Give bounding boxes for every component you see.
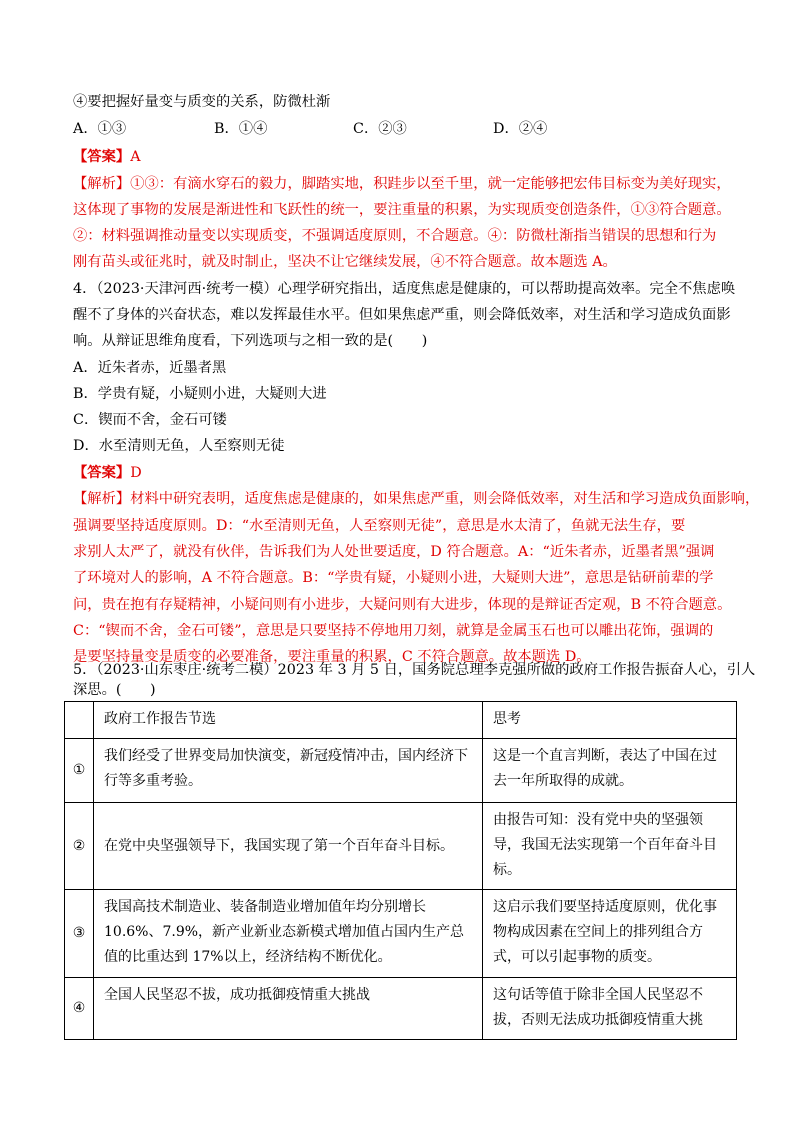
q4-analysis-line-6: C：“锲而不舍，金石可镂”，意思是只要坚持不停地用刀刻，就算是金属玉石也可以雕出花饰，强调的 <box>73 623 714 639</box>
q3-answer-label: 【答案】 <box>73 149 131 165</box>
header-thought: 思考 <box>483 702 737 739</box>
row-number: ① <box>65 739 94 803</box>
q4-analysis-line-2: 强调要坚持适度原则。D：“水至清则无鱼，人至察则无徒”，意思是水太清了，鱼就无法生存，要 <box>73 518 686 534</box>
row-thought: 这启示我们要坚持适度原则，优化事物构成因素在空间上的排列组合方式，可以引起事物的质变。 <box>483 890 737 978</box>
row-excerpt: 在党中央坚强领导下，我国实现了第一个百年奋斗目标。 <box>94 803 483 890</box>
q4-answer <box>73 463 142 483</box>
row-thought: 这句话等值于除非全国人民坚忍不拔，否则无法成功抵御疫情重大挑 <box>483 978 737 1040</box>
table-row <box>65 739 737 803</box>
q3-option-a: A．①③ <box>73 121 127 137</box>
header-excerpt: 政府工作报告节选 <box>94 702 483 739</box>
q3-option-c: C．②③ <box>353 121 407 137</box>
row-excerpt: 全国人民坚忍不拔，成功抵御疫情重大挑战 <box>94 978 483 1040</box>
q4-answer-label: 【答案】 <box>73 465 131 481</box>
q4-option-b: B．学贵有疑，小疑则小进，大疑则大进 <box>73 386 327 402</box>
table-row <box>65 803 737 890</box>
row-thought: 这是一个直言判断，表达了中国在过去一年所取得的成就。 <box>483 739 737 803</box>
q4-stem-line-1: 4．（2023·天津河西·统考一模）心理学研究指出，适度焦虑是健康的，可以帮助提高效率。完全不焦虑唤 <box>73 281 736 297</box>
q3-option-d: D．②④ <box>493 121 548 137</box>
table-row <box>65 978 737 1040</box>
q4-option-c: C．锲而不舍，金石可镂 <box>73 412 227 428</box>
q4-stem-line-2: 醒不了身体的兴奋状态，难以发挥最佳水平。但如果焦虑严重，则会降低效率，对生活和学习造成负面影 <box>73 307 731 323</box>
q4-stem-line-3: 响。从辩证思维角度看，下列选项与之相一致的是( ) <box>73 333 428 349</box>
q3-option-b: B．①④ <box>214 121 268 137</box>
q4-analysis-line-4: 了环境对人的影响，A 不符合题意。B：“学贵有疑，小疑则小进，大疑则大进”，意思是钻研前辈的学 <box>73 570 714 586</box>
q3-answer-value: A <box>130 149 141 165</box>
q3-answer <box>73 147 141 167</box>
q5-stem-line-2: 深思。( ) <box>73 682 156 698</box>
header-num <box>65 702 94 739</box>
row-excerpt: 我们经受了世界变局加快演变，新冠疫情冲击，国内经济下行等多重考验。 <box>94 739 483 803</box>
q3-analysis-line-3: ②：材料强调推动量变以实现质变，不强调适度原则，不合题意。④：防微杜渐指当错误的思想和行为 <box>73 228 717 244</box>
table-row <box>65 890 737 978</box>
q4-option-a: A．近朱者赤，近墨者黑 <box>73 360 227 376</box>
row-excerpt: 我国高技术制造业、装备制造业增加值年均分别增长 10.6%、7.9%，新产业新业态新模式增加值占国内生产总值的比重达到 17%以上，经济结构不断优化。 <box>94 890 483 978</box>
q4-analysis-line-1: 【解析】材料中研究表明，适度焦虑是健康的，如果焦虑严重，则会降低效率，对生活和学习造成负面影响， <box>73 491 760 507</box>
row-number: ④ <box>65 978 94 1040</box>
q3-analysis-line-1: 【解析】①③：有滴水穿石的毅力，脚踏实地，积跬步以至千里，就一定能够把宏伟目标变为美好现实， <box>73 176 731 192</box>
row-number: ③ <box>65 890 94 978</box>
q4-analysis-line-5: 问，贵在抱有存疑精神，小疑问则有小进步，大疑问则有大进步，体现的是辩证否定观，B 不符合题意。 <box>73 597 732 613</box>
q4-analysis-line-7: 是要坚持量变是质变的必要准备，要注重量的积累，C 不符合题意。故本题选 D。 <box>73 649 591 665</box>
row-thought: 由报告可知：没有党中央的坚强领导，我国无法实现第一个百年奋斗目标。 <box>483 803 737 890</box>
report-table <box>64 701 737 1040</box>
q5-stem-line-1: 5．（2023·山东枣庄·统考二模）2023 年 3 月 5 日，国务院总理李克强所做的政府工作报告振奋人心，引人 <box>73 662 756 678</box>
q4-answer-value: D <box>130 465 142 481</box>
table-header-row <box>65 702 737 739</box>
q3-item-4: ④要把握好量变与质变的关系，防微杜渐 <box>73 94 331 110</box>
q3-analysis-line-4: 刚有苗头或征兆时，就及时制止，坚决不让它继续发展，④不符合题意。故本题选 A。 <box>73 254 617 270</box>
q4-option-d: D．水至清则无鱼，人至察则无徒 <box>73 438 285 454</box>
q4-analysis-line-3: 求别人太严了，就没有伙伴，告诉我们为人处世要适度，D 符合题意。A：“近朱者赤，近墨者黑”强调 <box>73 544 715 560</box>
q3-analysis-line-2: 这体现了事物的发展是渐进性和飞跃性的统一，要注重量的积累，为实现质变创造条件，①③符合题意。 <box>73 202 731 218</box>
row-number: ② <box>65 803 94 890</box>
